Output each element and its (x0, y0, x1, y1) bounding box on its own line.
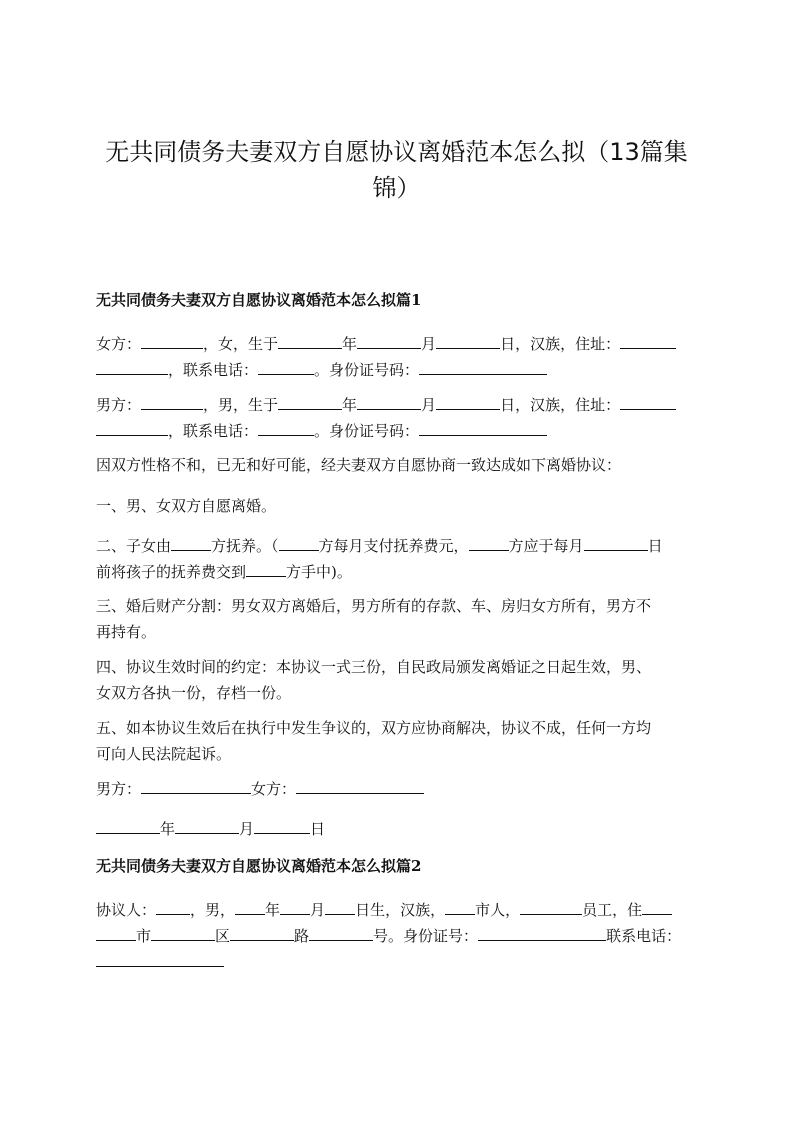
sign-month-blank[interactable] (175, 818, 239, 834)
payer-party-blank[interactable] (279, 535, 319, 551)
male-address-blank-cont[interactable] (96, 420, 168, 436)
male-birth-year-blank[interactable] (278, 394, 342, 410)
signature-line: 男方： 女方： (96, 776, 700, 802)
clause-2: 二、子女由 方抚养。（ 方每月支付抚养费元， 方应于每月 日 前将孩子的抚养费交到 方手中)。 (96, 537, 663, 581)
party-employer-blank[interactable] (520, 899, 582, 915)
female-address-blank[interactable] (620, 333, 676, 349)
male-birth-month-blank[interactable] (357, 394, 421, 410)
party-road-blank[interactable] (230, 925, 294, 941)
sign-year-blank[interactable] (96, 818, 160, 834)
document-title (96, 134, 697, 206)
party-birth-month-blank[interactable] (280, 899, 310, 915)
party-birth-day-blank[interactable] (325, 899, 355, 915)
payment-day-blank[interactable] (584, 535, 648, 551)
male-id-blank[interactable] (419, 420, 547, 436)
male-line-1: 男方： ，男，生于 年 月 日，汉族，住址： (96, 392, 700, 418)
party-district-blank[interactable] (151, 925, 215, 941)
male-name-blank[interactable] (141, 394, 203, 410)
female-birth-year-blank[interactable] (278, 333, 342, 349)
male-phone-blank[interactable] (258, 420, 314, 436)
female-name-blank[interactable] (141, 333, 203, 349)
party-id-blank[interactable] (478, 925, 606, 941)
female-address-blank-cont[interactable] (96, 359, 168, 375)
female-id-blank[interactable] (419, 359, 547, 375)
party-number-blank[interactable] (309, 925, 373, 941)
party-birth-year-blank[interactable] (235, 899, 265, 915)
female-signature-blank[interactable] (296, 778, 424, 794)
clause-4: 四、协议生效时间的约定：本协议一式三份，自民政局颁发离婚证之日起生效，男、 女双方各执一份，存档一份。 (96, 658, 652, 702)
payer-party-blank-2[interactable] (469, 535, 509, 551)
party-phone-blank[interactable] (96, 951, 224, 967)
party-paragraph: 协议人： ，男， 年 月 日生，汉族， 市人， 员工，住 市 区 路 号。身份证号： 联系电话： (96, 897, 700, 975)
female-party-paragraph (96, 331, 700, 383)
male-line-2: ，联系电话： 。身份证号码： (96, 418, 700, 444)
female-birth-month-blank[interactable] (357, 333, 421, 349)
male-party-paragraph (96, 392, 700, 444)
section-2-heading: 无共同债务夫妻双方自愿协议离婚范本怎么拟篇2 (96, 857, 422, 875)
male-address-blank[interactable] (620, 394, 676, 410)
custody-party-blank[interactable] (171, 535, 211, 551)
party-residence-blank-cont[interactable] (96, 925, 136, 941)
recipient-party-blank[interactable] (246, 561, 286, 577)
title-line-2: 锦） (372, 174, 421, 202)
date-line: 年 月 日 (96, 816, 700, 842)
title-line-1: 无共同债务夫妻双方自愿协议离婚范本怎么拟（13篇集 (105, 138, 688, 166)
party-city-blank[interactable] (445, 899, 475, 915)
clause-1: 一、男、女双方自愿离婚。 (96, 497, 277, 515)
sign-day-blank[interactable] (254, 818, 310, 834)
clause-5: 五、如本协议生效后在执行中发生争议的，双方应协商解决，协议不成，任何一方均 可向人民法院起诉。 (96, 719, 652, 763)
female-birth-day-blank[interactable] (436, 333, 500, 349)
male-birth-day-blank[interactable] (436, 394, 500, 410)
section-1-heading: 无共同债务夫妻双方自愿协议离婚范本怎么拟篇1 (96, 291, 422, 309)
clause-3: 三、婚后财产分割：男女双方离婚后，男方所有的存款、车、房归女方所有，男方不 再持有。 (96, 597, 652, 641)
female-line-1: 女方： ，女，生于 年 月 日，汉族，住址： (96, 331, 700, 357)
reason-paragraph: 因双方性格不和，已无和好可能，经夫妻双方自愿协商一致达成如下离婚协议： (96, 456, 622, 474)
party-name-blank[interactable] (156, 899, 190, 915)
female-phone-blank[interactable] (258, 359, 314, 375)
male-signature-blank[interactable] (141, 778, 251, 794)
female-line-2: ，联系电话： 。身份证号码： (96, 357, 700, 383)
party-residence-blank[interactable] (642, 899, 672, 915)
